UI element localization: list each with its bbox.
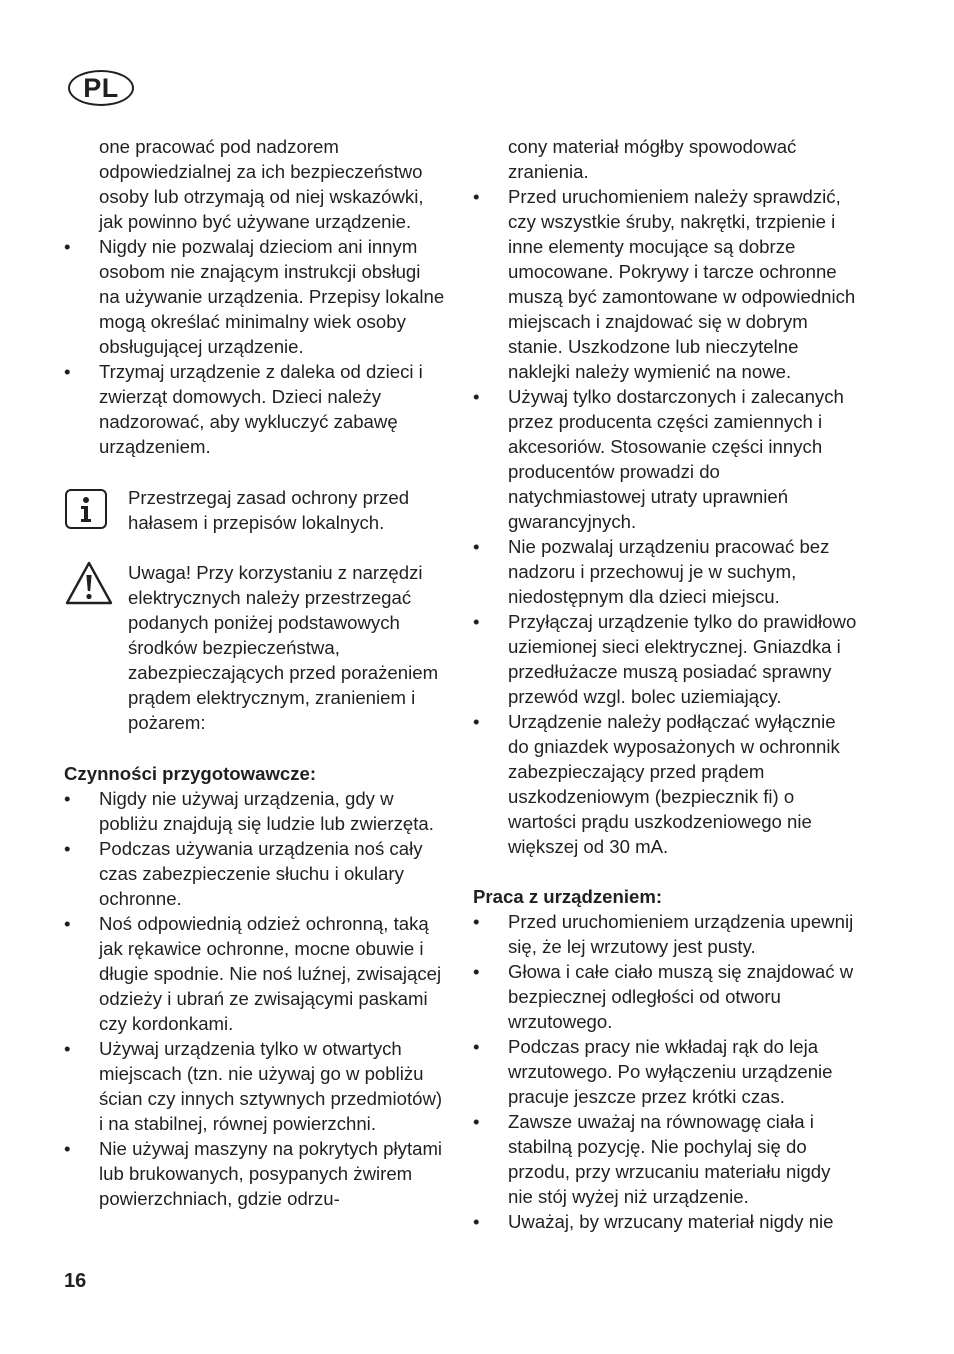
list-item: • Nigdy nie używaj urządzenia, gdy w pobliżu znajdują się ludzie lub zwierzęta.	[64, 786, 446, 836]
page-number: 16	[64, 1270, 87, 1292]
list-item: • Nie pozwalaj urządzeniu pracować bez nadzoru i przechowuj je w suchym, niedostępnym dla dzieci miejscu.	[473, 534, 857, 609]
info-icon	[64, 485, 108, 535]
list-item: • Nie używaj maszyny na pokrytych płytami lub brukowanych, posypanych żwirem powierzchniach, gdzie odrzu-	[64, 1136, 446, 1211]
list-item: • Podczas pracy nie wkładaj rąk do leja wrzutowego. Po wyłączeniu urządzenie pracuje jeszcze przez krótki czas.	[473, 1034, 857, 1109]
warning-notice	[64, 560, 446, 735]
bullet-list	[473, 909, 857, 1234]
right-column	[473, 134, 857, 1234]
list-item: • Przed uruchomieniem urządzenia upewnij się, że lej wrzutowy jest pusty.	[473, 909, 857, 959]
bullet-list	[64, 786, 446, 1211]
left-column	[64, 134, 446, 1211]
bullet-list	[64, 234, 446, 459]
list-item: • Urządzenie należy podłączać wyłącznie do gniazdek wyposażonych w ochronnik zabezpieczający przed prądem uszkodzeniowym (bezpiecznik fi) o wartości prądu uszkodzeniowego nie większej od 30 mA.	[473, 709, 857, 859]
continued-text: one pracować pod nadzorem odpowiedzialnej za ich bezpieczeństwo osoby lub otrzymają od niej wskazówki, jak powinno być używane urządzenie.	[99, 136, 424, 232]
warning-notice-text: Uwaga! Przy korzystaniu z narzędzi elektrycznych należy przestrzegać podanych poniżej podstawowych środków bezpieczeństwa, zabezpieczających przed porażeniem prądem elektrycznym, zranieniem i pożarem:	[128, 562, 439, 733]
warning-icon	[64, 560, 114, 612]
section-heading: Praca z urządzeniem:	[473, 886, 663, 907]
info-notice-text: Przestrzegaj zasad ochrony przed hałasem i przepisów lokalnych.	[128, 487, 410, 533]
list-item: • Podczas używania urządzenia noś cały czas zabezpieczenie słuchu i okulary ochronne.	[64, 836, 446, 911]
bullet-list	[473, 184, 857, 859]
language-badge: PL	[68, 70, 134, 106]
list-item: • Uważaj, by wrzucany materiał nigdy nie	[473, 1209, 857, 1234]
list-item: • Nigdy nie pozwalaj dzieciom ani innym osobom nie znającym instrukcji obsługi na używanie urządzenia. Przepisy lokalne mogą określać minimalny wiek osoby obsługującej urządzenie.	[64, 234, 446, 359]
list-item: • Trzymaj urządzenie z daleka od dzieci i zwierząt domowych. Dzieci należy nadzorować, aby wykluczyć zabawę urządzeniem.	[64, 359, 446, 459]
list-item: • Używaj tylko dostarczonych i zalecanych przez producenta części zamiennych i akcesoriów. Stosowanie części innych producentów prowadzi do natychmiastowej utraty uprawnień gwarancyjnych.	[473, 384, 857, 534]
list-item: • Przyłączaj urządzenie tylko do prawidłowo uziemionej sieci elektrycznej. Gniazdka i przedłużacze muszą posiadać sprawny przewód wzgl. bolec uziemiający.	[473, 609, 857, 709]
continued-text: cony materiał mógłby spowodować zranienia.	[508, 136, 797, 182]
list-item: • Używaj urządzenia tylko w otwartych miejscach (tzn. nie używaj go w pobliżu ścian czy innych sztywnych przedmiotów) i na stabilnej, równej powierzchni.	[64, 1036, 446, 1136]
list-item: • Przed uruchomieniem należy sprawdzić, czy wszystkie śruby, nakrętki, trzpienie i inne elementy mocujące są dobrze umocowane. Pokrywy i tarcze ochronne muszą być zamontowane w odpowiednich miejscach i znajdować się w dobrym stanie. Uszkodzone lub nieczytelne naklejki należy wymienić na nowe.	[473, 184, 857, 384]
list-item: • Głowa i całe ciało muszą się znajdować w bezpiecznej odległości od otworu wrzutowego.	[473, 959, 857, 1034]
section-heading: Czynności przygotowawcze:	[64, 763, 317, 784]
list-item: • Noś odpowiednią odzież ochronną, taką jak rękawice ochronne, mocne obuwie i długie spodnie. Nie noś luźnej, zwisającej odzieży i ubrań ze zwisającymi paskami czy kordonkami.	[64, 911, 446, 1036]
list-item: • Zawsze uważaj na równowagę ciała i stabilną pozycję. Nie pochylaj się do przodu, przy wrzucaniu materiału nigdy nie stój wyżej niż urządzenie.	[473, 1109, 857, 1209]
info-notice	[64, 485, 446, 535]
